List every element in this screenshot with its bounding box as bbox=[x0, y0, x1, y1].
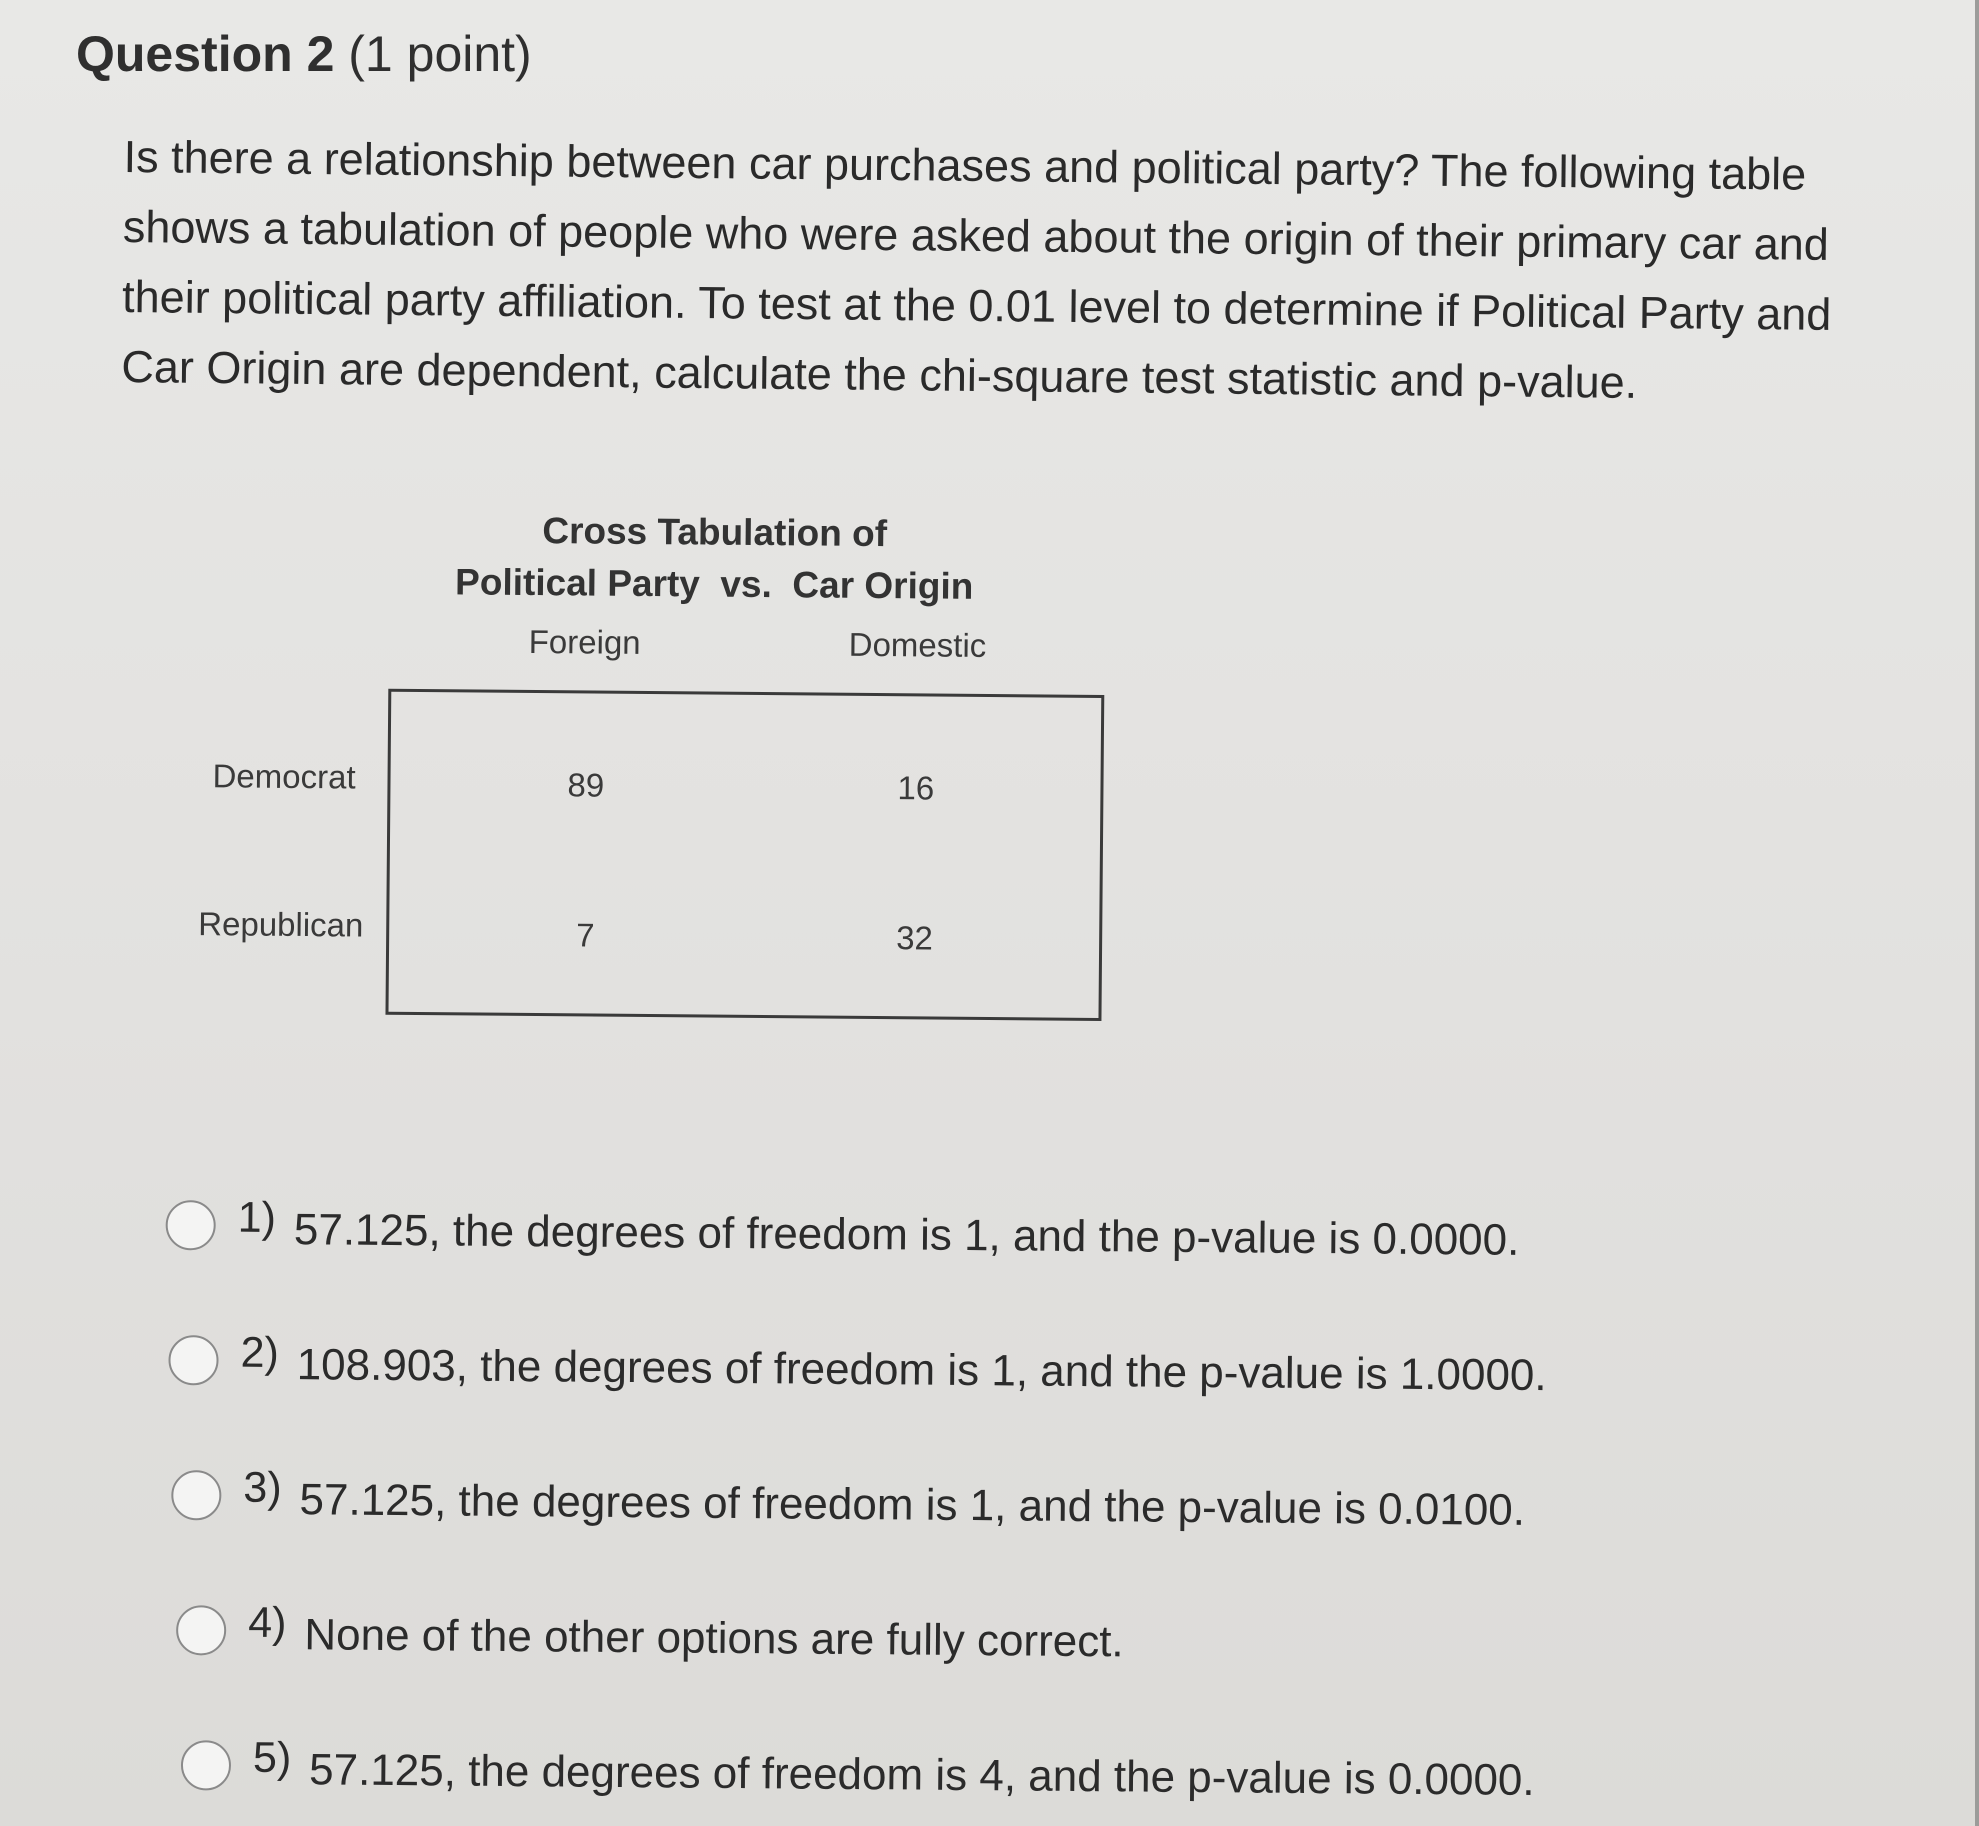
question-prompt: Is there a relationship between car purchases and political party? The following table shows a tabulation of people who were asked about the origin of their primary car and their political party affiliation. To test at the 0.01 level to determine if Political Party and Car Origin are dependent, calculate the chi-square test statistic and p-value. bbox=[121, 130, 1832, 408]
option-number: 4) bbox=[248, 1598, 287, 1647]
column-header-foreign: Foreign bbox=[528, 622, 641, 661]
question-header bbox=[76, 22, 532, 86]
answer-option-3[interactable] bbox=[171, 1460, 1525, 1542]
cell-democrat-domestic: 16 bbox=[897, 769, 935, 807]
option-number: 1) bbox=[237, 1193, 277, 1242]
radio-button[interactable] bbox=[165, 1200, 215, 1250]
answer-option-2[interactable] bbox=[168, 1325, 1547, 1407]
option-text: None of the other options are fully correct. bbox=[304, 1610, 1124, 1667]
option-number: 5) bbox=[252, 1733, 292, 1782]
answer-option-5[interactable] bbox=[181, 1730, 1535, 1812]
cell-democrat-foreign: 89 bbox=[567, 766, 605, 804]
answer-option-1[interactable] bbox=[165, 1190, 1519, 1272]
option-number: 3) bbox=[243, 1463, 282, 1512]
answer-option-4[interactable] bbox=[176, 1595, 1124, 1673]
cell-republican-domestic: 32 bbox=[896, 919, 934, 957]
radio-button[interactable] bbox=[171, 1470, 221, 1520]
cell-republican-foreign: 7 bbox=[576, 916, 595, 954]
cross-tab-box bbox=[385, 689, 1104, 1021]
option-number: 2) bbox=[240, 1328, 280, 1377]
option-text: 108.903, the degrees of freedom is 1, and the p-value is 1.0000. bbox=[296, 1340, 1547, 1401]
option-text: 57.125, the degrees of freedom is 1, and the p-value is 0.0100. bbox=[299, 1475, 1526, 1535]
radio-button[interactable] bbox=[176, 1605, 226, 1655]
radio-button[interactable] bbox=[168, 1335, 218, 1385]
window-edge bbox=[1975, 0, 1979, 1826]
radio-button[interactable] bbox=[181, 1740, 231, 1790]
option-text: 57.125, the degrees of freedom is 1, and the p-value is 0.0000. bbox=[293, 1205, 1520, 1265]
question-points: (1 point) bbox=[348, 26, 532, 82]
answer-options bbox=[166, 1190, 1866, 1805]
column-header-domestic: Domestic bbox=[848, 625, 987, 664]
cross-tabulation-figure bbox=[185, 495, 1140, 1063]
cross-tab-title-line1: Cross Tabulation of bbox=[542, 510, 888, 555]
row-header-republican: Republican bbox=[198, 905, 364, 944]
row-header-democrat: Democrat bbox=[212, 757, 356, 796]
cross-tab-title-line2: Political Party vs. Car Origin bbox=[454, 561, 974, 607]
question-number: Question 2 bbox=[76, 26, 335, 82]
option-text: 57.125, the degrees of freedom is 4, and the p-value is 0.0000. bbox=[308, 1745, 1535, 1805]
